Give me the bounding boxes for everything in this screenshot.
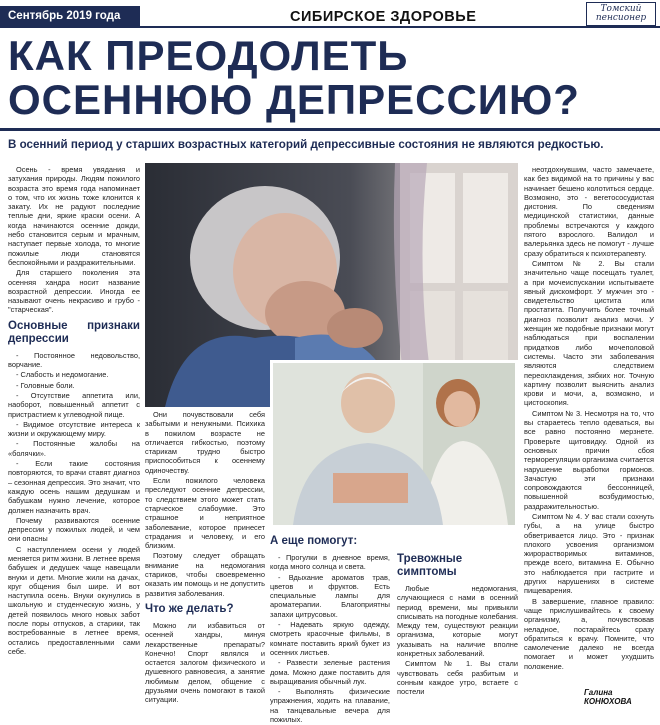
header-divider [140, 26, 660, 28]
elderly-couple-image [273, 363, 515, 525]
text-column-2: Они почувствовали себя забытыми и ненужными. Психика в пожилом возрасте не отличается гибкостью, поэтому старикам трудно быстро приспособиться к осеннему одиночеству. Если пожилого человека преследуют осенние депрессии, то следствием этого может стать старческое слабоумие. Это страшное и неприятное заболевание, которое принесет страдания и человеку, и его близким. Поэтому следует обращать внимание на недомогания стариков, чтобы своевременно оказать им помощь и не допустить развития заболевания. Что же делать? Можно ли избавиться от осенней хандры, минуя лекарственные препараты? Конечно! Спорт являлся и остается залогом физического и душевного равновесия, а занятие любимым делом, общение с друзьями очень помогают в такой ситуации. [145, 410, 265, 705]
newspaper-logo: Томский пенсионер [586, 2, 656, 26]
subheading-symptoms: Тревожные симптомы [397, 553, 463, 578]
text-column-1: Осень - время увядания и затухания природы. Людям пожилого возраста это время года напоминает о том, что их жизнь тоже клонится к закату. Их не радуют последние теплые дни, яркие краски осени. А когда начинаются осенние дожди, небо становится серым и мрачным, наступает первые холода, то многие пожилые люди становятся беспокойными и раздражительными. Для старшего поколения эта осенняя хандра носит название возрастной депрессии. Иногда ее называют очень некрасиво и грубо - "старческая". Основные признаки депрессии - Постоянное недовольство, ворчание. - Слабость и недомогание. - Головные боли. - Отсутствие аппетита или, наоборот, повышенный аппетит с пристрастием к углеводной пище. - Видимое отсутствие интереса к жизни и окружающему миру. - Постоянные жалобы на «болячки». - Если такие состояния повторяются, то врачи ставят диагноз – сезонная депрессия. Это значит, что каждую осень нашим дедушкам и бабушкам нужно лечение, которое должен назначить врач. Почему развиваются осенние депрессии у пожилых людей, и чем они опасны С наступлением осени у людей меняется ритм жизни. В летнее время бабушек и дедушек чаще навещали внуки и дети. Многие жили на дачах, круг общения был шире. И вот наступила осень. Внуки окунулись в школьную и студенческую жизнь, у детей появилось много новых забот после поры отпусков, а старики, так востребованные в летнее время, остались предоставленными сами себе. [8, 165, 140, 656]
subheading-what-to-do: Что же делать? [145, 602, 234, 615]
text-column-4: Тревожные симптомы Любые недомогания, случающиеся с нами в осенний период времени, мы привыкли списывать на погодные колебания. Между тем, существуют реакции организма, которые могут указывать на наличие вполне конкретных заболеваний. Симптом № 1. Вы стали чувствовать себя разбитым и сонным каждое утро, встаете с постели [397, 553, 518, 697]
subheading-signs: Основные признаки депрессии [8, 319, 140, 345]
masthead [0, 0, 660, 30]
text-column-3: А еще помогут: - Прогулки в дневное время, когда много солнца и света. - Вдыхание ароматов трав, цветов и фруктов. Есть специальные лампы для аромaтерапии. Благоприятны запахи цитрусовых. - Надевать яркую одежду, смотреть красочные фильмы, в комнате поставить яркий букет из осенних листьев. - Развести зеленые растения дома. Можно даже поставить для выращивания обычный лук. - Выполнять физические упражнения, ходить на плавание, на танцевальные вечера для пожилых. [270, 535, 390, 725]
article-lead: В осенний период у старших возрастных категорий депрессивные состояния не являются редкостью. [8, 138, 604, 151]
photo-elderly-couple [270, 360, 518, 528]
text-column-5: неотдохнувшим, часто замечаете, как без видимой на то причины у вас начинает бешено колотиться сердце. Возможно, это - вегетососудистая дистония. По сведениям медицинской статистики, данные проблемы встречаются у каждого пятого взрослого. Валидол и валерьянка здесь не помогут - лучше сразу обратиться к психотерапевту. Симптом № 2. Вы стали значительно чаще посещать туалет, а при мочеиспускании испытываете явный дискомфорт. У мужчин это - свидетельство цистита или простатита. Получить более точный диагноз позволит анализ мочи. У женщин же подобные признаки могут наблюдаться при воспалении придатков либо мочеполовой системы. Часто эти заболевания являются следствием переохлаждения, зябких ног. Точную картину позволит выяснить анализ крови и мочи, а, возможно, и цистоскопия. Симптом № 3. Несмотря на то, что вы стараетесь тепло одеваться, вы все равно постоянно мерзнете. Проверьте щитовидку. Одной из основных причин сбоя терморегуляции организма считается нарушение выработки гормонов. Зачастую эти признаки сопровождаются бессонницей, повышенной возбудимостью, раздражительностью. Симптом № 4. У вас стали сохнуть губы, а на улице быстро обветривается лицо. Это - признак плохого усвоения организмом жирорастворимых витаминов, прежде всего, витамина Е. Обычно это наблюдается при гастрите и других нарушениях в системе пищеварения. В завершение, главное правило: чаще прислушивайтесь к своему организму, а, почувствовав неладное, постарайтесь сразу обратиться к врачу. Помните, что самолечение далеко не всегда помогает и может ухудшить положение. [524, 165, 654, 671]
article-headline: КАК ПРЕОДОЛЕТЬ ОСЕННЮЮ ДЕПРЕССИЮ? [8, 32, 580, 123]
issue-date: Сентябрь 2019 года [0, 6, 140, 28]
author-byline: Галина КОНЮХОВА [584, 688, 632, 706]
section-title: СИБИРСКОЕ ЗДОРОВЬЕ [290, 9, 477, 25]
subheading-also-help: А еще помогут: [270, 535, 358, 547]
